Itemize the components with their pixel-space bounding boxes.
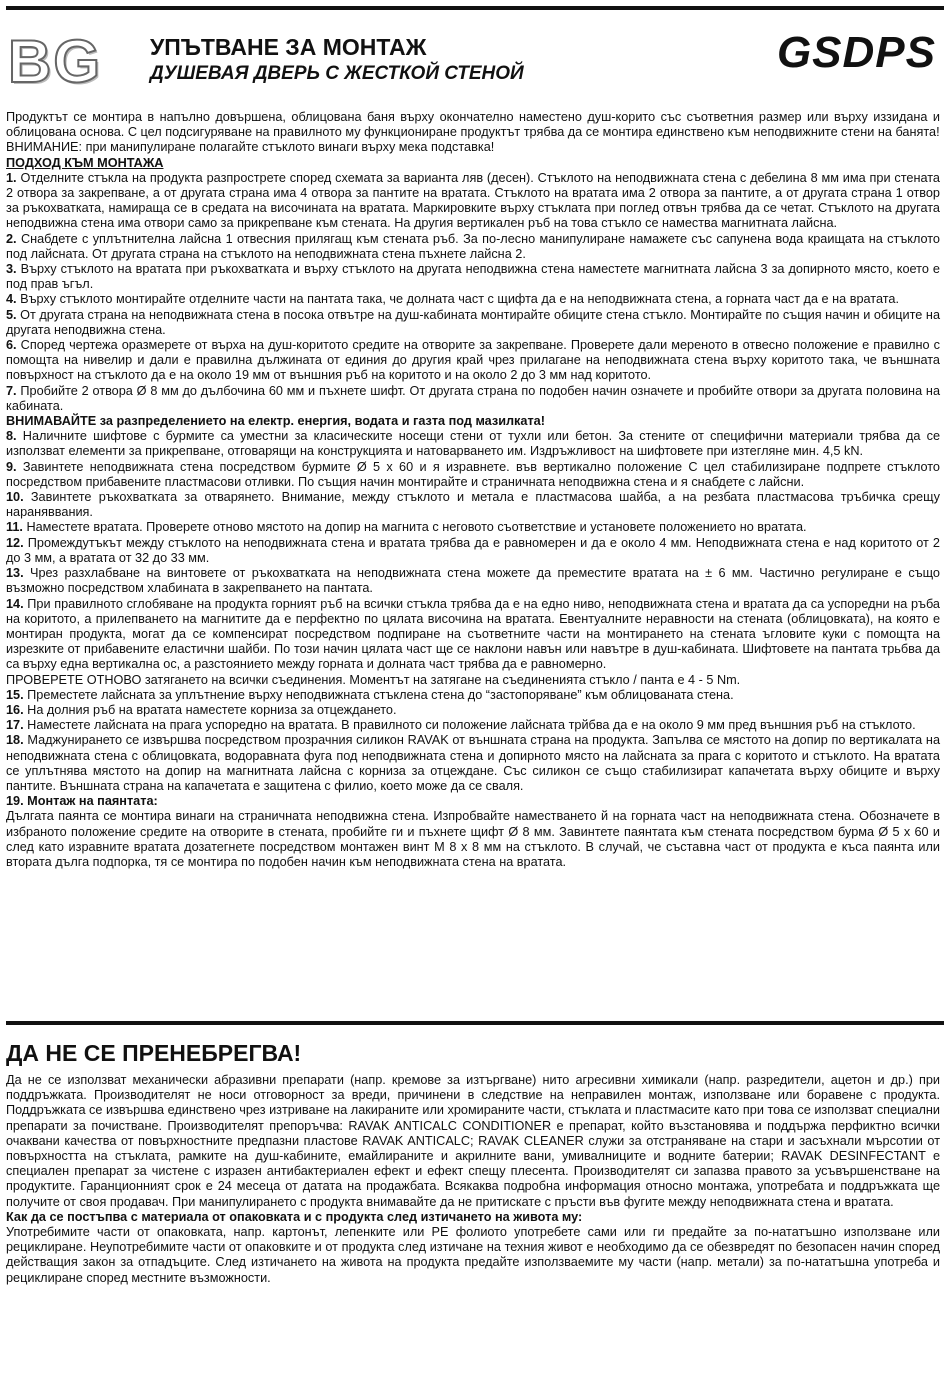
step-number: 18. — [6, 733, 24, 748]
step-item — [6, 384, 940, 414]
step-item — [6, 733, 940, 794]
step-number: 11. — [6, 520, 23, 535]
language-code: BG — [8, 28, 102, 95]
step-number: 16. — [6, 702, 24, 717]
check-line: ПРОВЕРЕТЕ ОТНОВО затягането на всички съединения. Моментът на затягане на съединенията стъкло / панта е 4 - 5 Nm. — [6, 672, 741, 687]
warning-section — [6, 1073, 940, 1286]
step-19-text: Дългата паянта се монтира винаги на страничната неподвижна стена. Изпробвайте наместването й на горната част на неподвижната стена. Обозначете в избраното положение средите на отворите в стената, пробийте ги и пъхнете щифт Ø 8 мм. Завинтете паянтата към стената посредством бурма Ø 5 x 60 и след като изравните вратата дозатегнете посредством монтажен винт М 8 х 8 мм на стъклото. В случай, че съставна част от продукта е къса паянта или втората дълга подпорка, тя се монтира по подобен начин към неподвижната стена на вратата. — [6, 809, 940, 869]
step-number: 6. — [6, 338, 17, 353]
step-number: 17. — [6, 718, 24, 733]
step-text: От другата страна на неподвижната стена в посока отвътре на душ-кабината монтирайте обиците стена стъкло. Монтирайте по същия начин и обиците на другата неподвижна стена. — [6, 307, 940, 337]
step-text: Преместете лайсната за уплътнение върху неподвижната стъклена стена до “застопоряване” към облицованата стена. — [23, 687, 734, 702]
step-number: 7. — [6, 383, 17, 398]
disposal-text: Употребимите части от опаковката, напр. картонът, лепенките или PE фолиото употребете сами или ги предайте за по-нататъшно използване или рециклиране. Неупотребимите части от опаковките и от продукта след изтичане на техния живот е необходимо да се обезвредят по безопасен начин според действащия закон за отпадъците. След изтичането на живота на продукта предайте използваемите му части (напр. метали) за по-нататъшна употреба и рециклиране според местните възможности. — [6, 1225, 940, 1285]
warning-text: Да не се използват механически абразивни препарати (напр. кремове за изтъргване) нито агресивни химикали (напр. разредители, ацетон и др.) при поддръжката. Производителят не носи отговорност за вреди, причинени в следствие на неправилен монтаж, използване или боравене с продукта. Поддръжката се извършва единствено чрез изтриване на лакираните или хромираните части, стъклата и пластмасите като при това се използват специални препарати за почистване. Производителят препоръчва: RAVAK ANTICALC CONDITIONER е препарат, който възстановява и поддържа перфиктно всички очаквани качества от повърхностните предпазни пластове RAVAK ANTICALC; RAVAK CLEANER служи за отстраняване на стари и засъхнали мърсотии от повърхността на стъклата, рамките на душ-кабините, емайлираните и акрилните вани, умивалниците и водните батерии; RAVAK DESINFECTANT е специален препарат за чистене с изразен антибактериален ефект и ефект спещу плесента. Производителят си запазва правото за усъвършенстване на продуктите. Гаранционният срок е 24 месеца от датата на продажбата. Всякаква подробна информация относно монтажа, употребата и поддръжката ще получите от своя продавач. При манипулирането с продукта внимавайте да не притискате с пръсти във фугите между неподвижната стена и вратата. — [6, 1073, 940, 1209]
step-text: При правилното сглобяване на продукта горният ръб на всички стъкла трябва да е на едно ниво, неподвижната стена и вратата да са успоредни на ръба на коритото, а прилепването на магнитите да е перфектно по цялата височина на вратата. Евентуалните неравности на стената (облицовката), на която е монтиран продукта, могат да се компенсират посредством подпиране на съответните части на монтирането на стената ъгловите куки с помощта на изрезките от прибавените еластични шайби. По този начин цялата част ще се наклони навън или навътре в душ-кабината. Шифтовете на пантата трьбва да са върху една вертикална ос, а разстоянието между горната и долната част трябва да е равномерно. — [6, 596, 940, 672]
step-item — [6, 536, 940, 566]
step-number: 12. — [6, 535, 24, 550]
warning-title: ДА НЕ СЕ ПРЕНЕБРЕГВА! — [6, 1040, 302, 1066]
step-item — [6, 338, 940, 384]
step-text: Маджунирането се извършва посредством прозрачния силикон RAVAK от външната страна на продукта. Запълва се мястото на допир по вертикалата на неподвижната стена с облицовката, водоравната фуга под неподвижната стена и допирното място на лайсната за прага с коритото и стъклото. На вратата се уплътнява мястото на допир на магнитната лайсна с корниза за отцеждане. Със силикон се също стабилизират капачетата върху обиците и върху пантите. Външната страна на капачетата е защитена с филио, което може да се сваля. — [6, 733, 940, 793]
disposal-heading: Как да се постъпва с материала от опаковката и с продукта след изтичането на живота му: — [6, 1209, 583, 1224]
steps-b — [6, 429, 940, 672]
top-rule — [6, 6, 944, 10]
step-text: Наместете вратата. Проверете отново мястото на допир на магнита с неговото съответствие и установете положението но вратата. — [22, 520, 807, 535]
step-item — [6, 292, 940, 307]
page-title: УПЪТВАНЕ ЗА МОНТАЖ — [150, 34, 427, 60]
step-19-heading: 19. Монтаж на паянтата: — [6, 794, 158, 809]
step-item — [6, 490, 940, 520]
step-text: Завинтете ръкохватката за отварянето. Внимание, между стъклото и метала е пластмасова шайба, а на резбата пластмасова тръбичка срещу нараняввания. — [6, 490, 940, 520]
step-number: 14. — [6, 596, 24, 611]
brand-logo: GSDPS — [776, 28, 936, 77]
step-number: 13. — [6, 566, 24, 581]
step-text: Снабдете с уплътнителна лайсна 1 отвесния прилягащ към стената ръб. За по-лесно манипулиране намажете със сапунена вода краищата на стъклото под лайсната. От другата страна на стъклото на неподвижната стена пъхнете лайсна 2. — [6, 231, 940, 261]
caution-paragraph: ВНИМАНИЕ: при манипулиране полагайте стъклото винаги върху мека подставка! — [6, 140, 495, 155]
step-text: На долния ръб на вратата наместете корниза за отцеждането. — [23, 702, 397, 717]
step-item — [6, 566, 940, 596]
step-item — [6, 262, 940, 292]
step-text: Върху стъклото монтирайте отделните части на пантата така, че долната част с щифта да е на неподвижната стена, а горната част да е на вратата. — [16, 292, 899, 307]
step-text: Според чертежа оразмерете от върха на душ-коритото средите на отворите за закрепване. Проверете дали мереното в отвесно положение е правилно с помощта на нивелир и дали е правилна дължината от единия до другия край чрез прилагане на неподвижната стена върху коритото така, че външната повърхност на стъклото да е на около 19 мм от външния ръб на коритото и на около 2 до 3 мм над коритото. — [6, 338, 940, 383]
step-number: 2. — [6, 231, 17, 246]
step-item — [6, 308, 940, 338]
section-divider — [6, 1021, 944, 1025]
step-number: 9. — [6, 459, 17, 474]
approach-heading: ПОДХОД КЪМ МОНТАЖА — [6, 155, 164, 170]
step-number: 3. — [6, 262, 17, 277]
step-item — [6, 703, 940, 718]
step-item — [6, 171, 940, 232]
step-item — [6, 597, 940, 673]
instructions-section — [6, 110, 940, 870]
step-item — [6, 429, 940, 459]
step-text: Пробийте 2 отвора Ø 8 мм до дълбочина 60 мм и пъхнете шифт. От другата страна по подобен начин означете и пробийте отвори за другата половина на кабината. — [6, 383, 940, 413]
step-text: Върху стъклото на вратата при ръкохватката и върху стъклото на другата неподвижна стена наместете магнитната лайсна 3 за допирното място, което е под прав ъгъл. — [6, 262, 940, 292]
intro-paragraph: Продуктът се монтира в напълно довършена, облицована баня върху окончателно наместено душ-корито със съответния размер или върху иззидана и облицована основа. С цел подсигуряване на правилното му функциониране продуктът трябва да се монтира единствено към неподвижните стени на банята! — [6, 110, 940, 140]
step-item — [6, 232, 940, 262]
step-item — [6, 460, 940, 490]
step-number: 15. — [6, 687, 24, 702]
step-item — [6, 718, 940, 733]
steps-a — [6, 171, 940, 414]
step-text: Завинтете неподвижната стена посредством бурмите Ø 5 x 60 и я изравнете. във вертикално положение С цел стабилизиране подпрете стъклото посредством прибавените пластмасови отливки. По същия начин монтирайте и страничната неподвижна стена и я снабдете с лайсни. — [6, 459, 940, 489]
step-number: 4. — [6, 292, 17, 307]
step-text: Наместете лайсната на прага успоредно на вратата. В правилното си положение лайсната трйбва да е на около 9 мм пред външния ръб на стъклото. — [23, 718, 916, 733]
page-subtitle: ДУШЕВАЯ ДВЕРЬ С ЖЕСТКОЙ СТЕНОЙ — [150, 63, 524, 84]
step-number: 5. — [6, 307, 17, 322]
step-item — [6, 688, 940, 703]
step-number: 1. — [6, 170, 17, 185]
step-number: 10. — [6, 490, 24, 505]
step-text: Наличните шифтове с бурмите са уместни за класическите носещи стени от тухли или бетон. За стените от специфични материали трябва да се използват елементи за прикрепване, отговарящи на конструкцията и натоварването им. Издръжливост на шифтовете при изтегляне мин. 4,5 kN. — [6, 429, 940, 459]
attention-line: ВНИМАВАЙТЕ за разпределението на електр. енергия, водата и газта под мазилката! — [6, 414, 545, 429]
steps-c — [6, 688, 940, 794]
step-text: Отделните стъкла на продукта разпрострете според схемата за варианта ляв (десен). Стъклото на неподвижната стена с дебелина 8 мм има при стената 2 отвора за закрепване, а от другата страна има 4 отвора за пантите на вратата. Стъклото на вратата има 2 отвора за пантите, а от другата страна 1 отвор за ръкохватката, намираща се в средата на височината на вратата. Маркировките върху стъклата при поглед отвън трябва да се четат. Стъклото на другата неподвижна стена има отвори само за прикрепване към стената. На другия вертикален ръб на това стъкло се намества магнитната лайсна. — [6, 170, 940, 231]
step-item — [6, 520, 940, 535]
step-number: 8. — [6, 429, 17, 444]
step-text: Промеждутъкът между стъклото на неподвижната стена и вратата трябва да е равномерен и да е около 4 мм. Неподвижната стена е над коритото от 2 до 3 мм, а вратата от 32 до 33 мм. — [6, 535, 940, 565]
step-text: Чрез разхлабване на винтовете от ръкохватката на неподвижната стена можете да преместите вратата на ± 6 мм. Частично регулиране е също възможно посредством хлабината в закрепването на пантата. — [6, 566, 940, 596]
